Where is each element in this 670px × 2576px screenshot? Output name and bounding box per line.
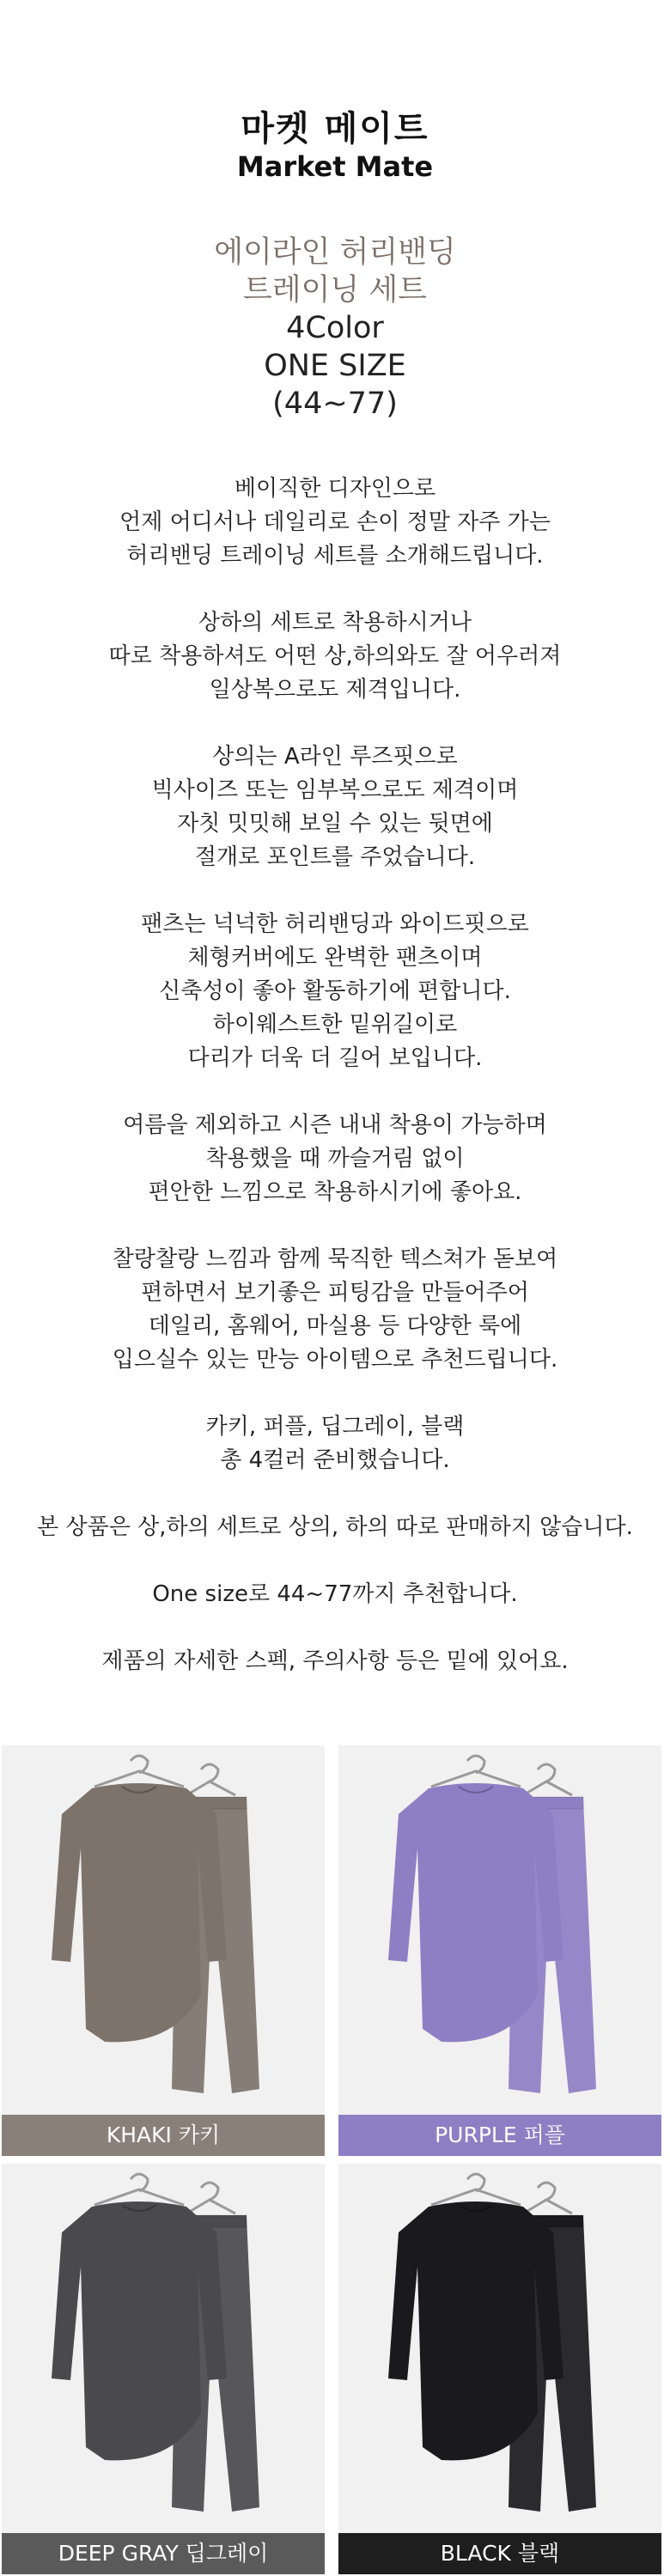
description-line: 상하의 세트로 착용하시거나: [198, 610, 472, 636]
description-paragraph: [0, 1243, 670, 1377]
black-product-photo: [338, 2164, 661, 2533]
purple-product-photo: [338, 1745, 661, 2115]
description-line: 하이웨스트한 밑위길이로: [212, 1012, 458, 1038]
description-line: 빅사이즈 또는 임부복으로도 제격이며: [151, 777, 519, 803]
color-count: 4Color: [286, 311, 384, 345]
product-title-line-2: 트레이닝 세트: [243, 273, 427, 308]
garment-illustration: [338, 1745, 661, 2115]
garment-illustration: [2, 1745, 325, 2115]
swatch-label-khaki: KHAKI 카키: [2, 2115, 325, 2156]
product-title-line-1: 에이라인 허리밴딩: [214, 235, 456, 270]
description-line: 카키, 퍼플, 딥그레이, 블랙: [205, 1414, 465, 1440]
description-paragraph: [0, 1578, 670, 1611]
description-line: 팬츠는 넉넉한 허리밴딩과 와이드핏으로: [141, 911, 529, 937]
description-line: 입으실수 있는 만능 아이템으로 추천드립니다.: [112, 1347, 558, 1373]
description-line: 편하면서 보기좋은 피팅감을 만들어주어: [141, 1280, 529, 1306]
description-line: 본 상품은 상,하의 세트로 상의, 하의 따로 판매하지 않습니다.: [37, 1514, 633, 1540]
khaki-product-photo: [2, 1745, 325, 2115]
description-line: 허리밴딩 트레이닝 세트를 소개해드립니다.: [126, 543, 544, 569]
description-paragraph: [0, 472, 670, 573]
description-paragraph: [0, 606, 670, 707]
description-paragraph: [0, 740, 670, 874]
swatch-deep-gray: [2, 2164, 325, 2574]
size-label: ONE SIZE: [264, 349, 406, 383]
description-line: 신축성이 좋아 활동하기에 편합니다.: [159, 978, 511, 1004]
description-line: 자칫 밋밋해 보일 수 있는 뒷면에: [177, 811, 493, 837]
description-paragraph: [0, 1645, 670, 1678]
description-line: 언제 어디서나 데일리로 손이 정말 자주 가는: [119, 509, 551, 535]
garment-illustration: [2, 2164, 325, 2533]
swatch-purple: [338, 1745, 661, 2156]
garment-illustration: [338, 2164, 661, 2533]
description-line: 상의는 A라인 루즈핏으로: [212, 744, 458, 770]
description-line: 따로 착용하셔도 어떤 상,하의와도 잘 어우러져: [108, 643, 562, 669]
description-line: 찰랑찰랑 느낌과 함께 묵직한 텍스쳐가 돋보여: [112, 1246, 558, 1272]
description-line: 베이직한 디자인으로: [234, 476, 436, 502]
description-line: 일상복으로도 제격입니다.: [209, 677, 461, 703]
description-line: 데일리, 홈웨어, 마실용 등 다양한 룩에: [148, 1313, 522, 1339]
description-line: 제품의 자세한 스펙, 주의사항 등은 밑에 있어요.: [101, 1648, 569, 1674]
description-paragraph: [0, 908, 670, 1075]
description-line: 체형커버에도 완벽한 팬츠이며: [187, 945, 483, 971]
description-paragraph: [0, 1511, 670, 1544]
deep-gray-product-photo: [2, 2164, 325, 2533]
description-line: 착용했을 때 까슬거림 없이: [205, 1146, 465, 1172]
description-paragraph: [0, 1410, 670, 1477]
description-line: 편안한 느낌으로 착용하시기에 좋아요.: [148, 1179, 522, 1205]
swatch-label-deep-gray: DEEP GRAY 딥그레이: [2, 2533, 325, 2574]
product-title-block: [0, 234, 670, 423]
swatch-label-black: BLACK 블랙: [338, 2533, 661, 2574]
product-description: [0, 472, 670, 1712]
description-paragraph: [0, 1109, 670, 1209]
color-gallery: [0, 1745, 670, 2576]
swatch-black: [338, 2164, 661, 2574]
description-line: 총 4컬러 준비했습니다.: [220, 1447, 450, 1473]
brand-header: [0, 108, 670, 184]
swatch-label-purple: PURPLE 퍼플: [338, 2115, 661, 2156]
size-range: (44~77): [272, 387, 398, 421]
swatch-khaki: [2, 1745, 325, 2156]
description-line: 여름을 제외하고 시즌 내내 착용이 가능하며: [123, 1112, 547, 1138]
description-line: 다리가 더욱 더 길어 보입니다.: [187, 1045, 483, 1071]
description-line: One size로 44~77까지 추천합니다.: [152, 1581, 518, 1607]
brand-name-korean: 마켓 메이트: [241, 109, 429, 149]
description-line: 절개로 포인트를 주었습니다.: [194, 844, 476, 870]
brand-name-english: Market Mate: [236, 150, 434, 183]
